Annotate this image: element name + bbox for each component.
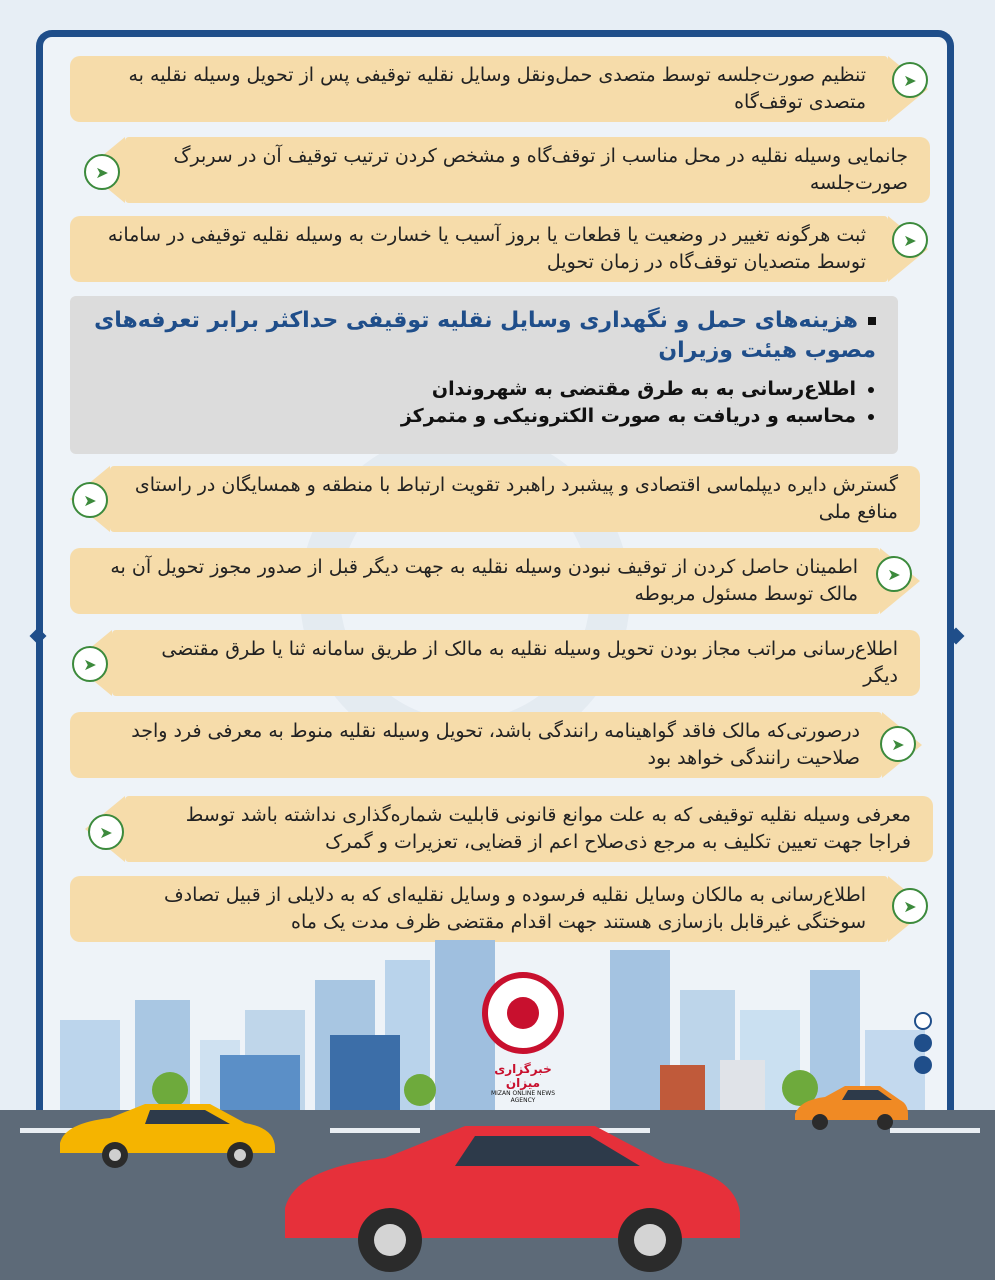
item-text: معرفی وسیله نقلیه توقیفی که به علت موانع قانونی قابلیت شماره‌گذاری نداشته باشد توسط فراجا جهت تعیین تکلیف به مرجع ذی‌صلاح اعم از قضایی، تعزیرات و گمرک	[185, 804, 911, 853]
check-circle-icon: ➤	[880, 726, 916, 762]
item-text: اطلاع‌رسانی به مالکان وسایل نقلیه فرسوده و وسایل نقلیه‌ای که به دلایلی از قبیل تصادف سوختگی غیرقابل بازسازی هستند جهت اقدام مقتضی ظرف مدت یک ماه	[163, 884, 866, 933]
dot-icon	[914, 1056, 932, 1074]
costs-bullet-list	[92, 376, 876, 430]
mizan-logo-mark	[478, 968, 568, 1058]
dot-icon	[914, 1034, 932, 1052]
item-text: جانمایی وسیله نقلیه در محل مناسب از توقف‌گاه و مشخص کردن ترتیب توقیف آن در سربرگ صورت‌جلسه	[173, 145, 908, 194]
costs-section	[70, 296, 898, 454]
square-bullet-icon	[868, 317, 876, 325]
decorative-dots	[914, 1012, 932, 1078]
list-item	[70, 548, 880, 614]
check-circle-icon: ➤	[84, 154, 120, 190]
costs-bullet: • محاسبه و دریافت به صورت الکترونیکی و متمرکز	[92, 403, 856, 430]
item-text: درصورتی‌که مالک فاقد گواهینامه رانندگی باشد، تحویل وسیله نقلیه منوط به معرفی فرد واجد صلاحیت رانندگی خواهد بود	[131, 720, 860, 769]
item-text: اطلاع‌رسانی مراتب مجاز بودن تحویل وسیله نقلیه به مالک از طریق سامانه ثنا یا طرق مقتضی دیگر	[161, 638, 898, 687]
costs-bullet: • اطلاع‌رسانی به به طرق مقتضی به شهروندان	[92, 376, 856, 403]
check-circle-icon: ➤	[72, 646, 108, 682]
logo-name: خبرگزاری میزان	[494, 1062, 552, 1090]
list-item	[70, 216, 888, 282]
list-item	[70, 712, 882, 778]
mizan-logo	[478, 968, 568, 1104]
list-item	[112, 630, 920, 696]
item-text: ثبت هرگونه تغییر در وضعیت یا قطعات یا بروز آسیب یا خسارت به وسیله نقلیه توقیفی در سامانه توسط متصدیان توقف‌گاه در زمان تحویل	[107, 224, 866, 273]
costs-heading	[92, 306, 876, 366]
check-circle-icon: ➤	[892, 888, 928, 924]
yellow-car-icon	[50, 1098, 280, 1170]
list-item	[70, 876, 888, 942]
item-text: اطمینان حاصل کردن از توقیف نبودن وسیله نقلیه به جهت دیگر قبل از صدور مجوز تحویل آن به مالک توسط مسئول مربوطه	[110, 556, 858, 605]
item-text: تنظیم صورت‌جلسه توسط متصدی حمل‌ونقل وسایل نقلیه توقیفی پس از تحویل وسیله نقلیه به متصدی توقف‌گاه	[128, 64, 866, 113]
check-circle-icon: ➤	[88, 814, 124, 850]
check-circle-icon: ➤	[876, 556, 912, 592]
list-item	[70, 56, 888, 122]
item-text: گسترش دایره دیپلماسی اقتصادی و پیشبرد راهبرد تقویت ارتباط با منطقه و همسایگان در راستای منافع ملی	[134, 474, 898, 523]
list-item	[125, 137, 930, 203]
orange-car-icon	[790, 1082, 910, 1132]
check-circle-icon: ➤	[892, 62, 928, 98]
check-circle-icon: ➤	[892, 222, 928, 258]
costs-heading-text: هزینه‌های حمل و نگهداری وسایل نقلیه توقیفی حداکثر برابر تعرفه‌های مصوب هیئت وزیران	[94, 308, 876, 363]
check-circle-icon: ➤	[72, 482, 108, 518]
red-car-icon	[275, 1118, 745, 1280]
list-item	[125, 796, 933, 862]
dot-icon	[914, 1012, 932, 1030]
logo-english: MIZAN ONLINE NEWS AGENCY	[490, 1090, 556, 1104]
list-item	[110, 466, 920, 532]
